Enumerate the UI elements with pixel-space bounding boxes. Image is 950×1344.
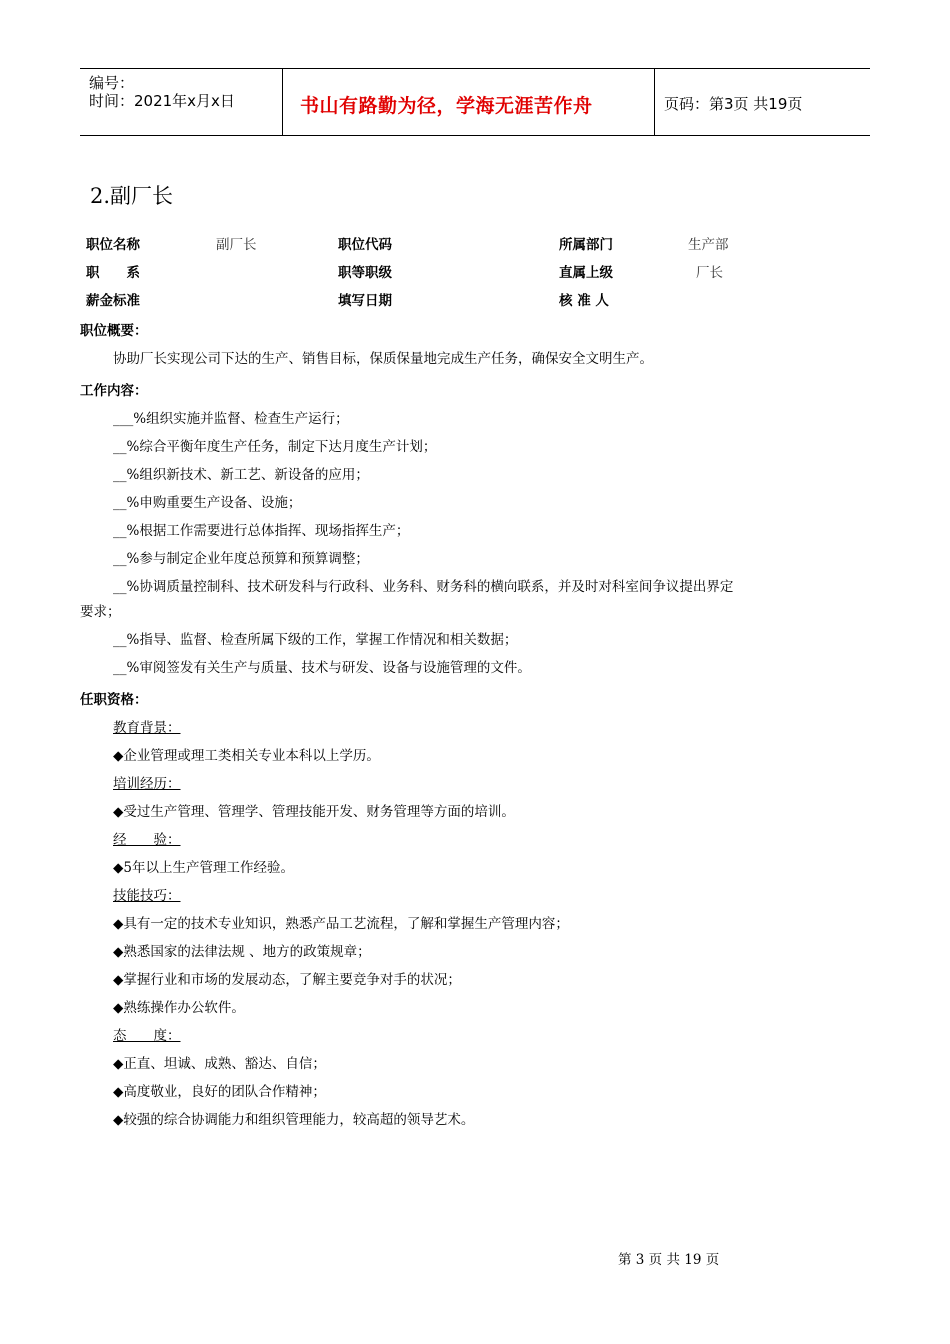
header-motto: 书山有路勤为径，学海无涯苦作舟 xyxy=(300,95,593,117)
header-bottom-border xyxy=(80,135,870,136)
work-item: __%协调质量控制科、技术研发科与行政科、业务科、财务科的横向联系，并及时对科室间争议提出界定 xyxy=(113,579,734,595)
work-item: __%根据工作需要进行总体指挥、现场指挥生产； xyxy=(113,523,410,539)
work-item: __%申购重要生产设备、设施； xyxy=(113,495,302,511)
doc-number-label: 编号： xyxy=(89,74,135,92)
skills-label: 技能技巧： xyxy=(113,888,181,904)
doc-time-label: 时间：2021年x月x日 xyxy=(89,92,235,110)
experience-label: 经 验： xyxy=(113,832,181,848)
series-label: 职 系 xyxy=(86,265,140,281)
skills-item: ◆熟练操作办公软件。 xyxy=(113,1000,245,1016)
header-divider-right xyxy=(654,68,655,135)
experience-item: ◆5年以上生产管理工作经验。 xyxy=(113,860,294,876)
fill-date-label: 填写日期 xyxy=(338,293,392,309)
header-page-label: 页码：第3页 共19页 xyxy=(664,95,803,113)
salary-label: 薪金标准 xyxy=(86,293,140,309)
superior-label: 直属上级 xyxy=(559,265,613,281)
position-name-label: 职位名称 xyxy=(86,237,140,253)
summary-text: 协助厂长实现公司下达的生产、销售目标，保质保量地完成生产任务，确保安全文明生产。 xyxy=(113,351,653,367)
work-item-continuation: 要求； xyxy=(80,604,121,620)
superior-value: 厂长 xyxy=(696,265,723,281)
education-item: ◆企业管理或理工类相关专业本科以上学历。 xyxy=(113,748,380,764)
training-label: 培训经历： xyxy=(113,776,181,792)
footer-page-number: 第 3 页 共 19 页 xyxy=(618,1252,720,1268)
header-top-border xyxy=(80,68,870,69)
summary-heading: 职位概要： xyxy=(80,323,148,339)
grade-label: 职等职级 xyxy=(338,265,392,281)
work-item: __%综合平衡年度生产任务，制定下达月度生产计划； xyxy=(113,439,437,455)
work-item: __%审阅签发有关生产与质量、技术与研发、设备与设施管理的文件。 xyxy=(113,660,531,676)
attitude-item: ◆正直、坦诚、成熟、豁达、自信； xyxy=(113,1056,326,1072)
attitude-label: 态 度： xyxy=(113,1028,181,1044)
position-name-value: 副厂长 xyxy=(216,237,257,253)
approver-label: 核 准 人 xyxy=(559,293,609,309)
work-heading: 工作内容： xyxy=(80,383,148,399)
work-item: __%参与制定企业年度总预算和预算调整； xyxy=(113,551,369,567)
skills-item: ◆具有一定的技术专业知识，熟悉产品工艺流程，了解和掌握生产管理内容； xyxy=(113,916,569,932)
skills-item: ◆熟悉国家的法律法规 、地方的政策规章； xyxy=(113,944,371,960)
position-code-label: 职位代码 xyxy=(338,237,392,253)
attitude-item: ◆高度敬业，良好的团队合作精神； xyxy=(113,1084,326,1100)
section-title: 2.副厂长 xyxy=(90,184,174,208)
training-item: ◆受过生产管理、管理学、管理技能开发、财务管理等方面的培训。 xyxy=(113,804,515,820)
qualification-heading: 任职资格： xyxy=(80,692,148,708)
skills-item: ◆掌握行业和市场的发展动态，了解主要竞争对手的状况； xyxy=(113,972,461,988)
department-label: 所属部门 xyxy=(559,237,613,253)
department-value: 生产部 xyxy=(688,237,729,253)
education-label: 教育背景： xyxy=(113,720,181,736)
attitude-item: ◆较强的综合协调能力和组织管理能力，较高超的领导艺术。 xyxy=(113,1112,475,1128)
work-item: __%组织新技术、新工艺、新设备的应用； xyxy=(113,467,369,483)
work-item: ___%组织实施并监督、检查生产运行； xyxy=(113,411,349,427)
header-divider-left xyxy=(282,68,283,135)
work-item: __%指导、监督、检查所属下级的工作，掌握工作情况和相关数据； xyxy=(113,632,518,648)
